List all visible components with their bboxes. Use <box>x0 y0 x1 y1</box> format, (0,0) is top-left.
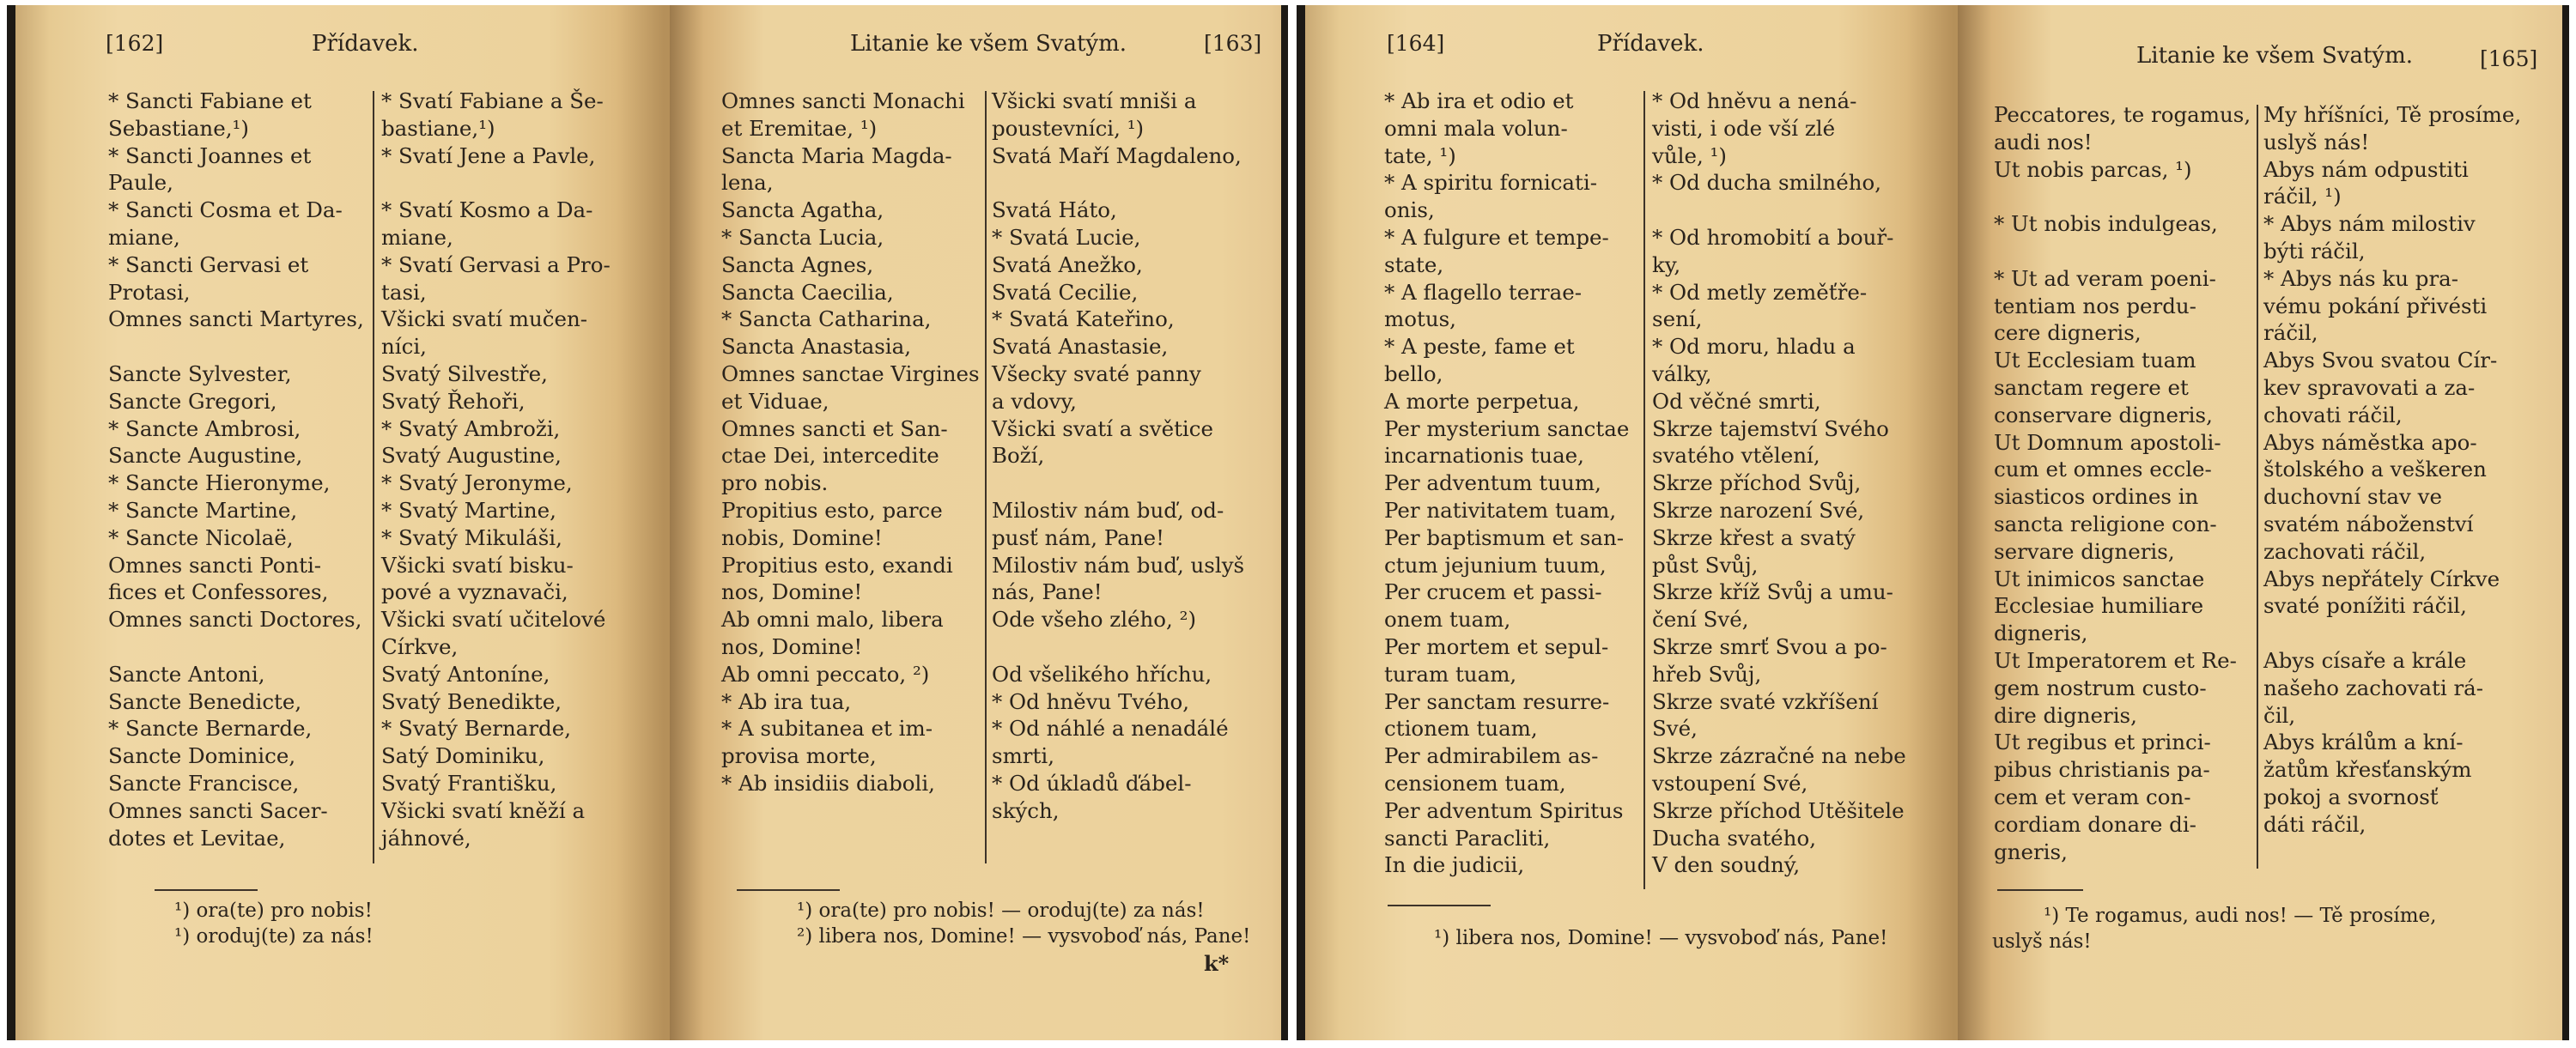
czech-line: Všicki svatí kněží a <box>381 797 586 823</box>
latin-line: Omnes sancti Sacer- <box>108 797 328 823</box>
czech-line: visti, i ode vší zlé <box>1652 115 1836 141</box>
latin-line: Sancte Sylvester, <box>108 360 292 386</box>
czech-line: Abys nepřátely Církve <box>2263 566 2500 591</box>
czech-line: Všicki svatí mniši a <box>992 88 1197 113</box>
latin-line: * Sancti Gervasi et <box>108 251 309 277</box>
czech-line: Skrze kříž Svůj a umu- <box>1652 579 1893 605</box>
footnote-1: ¹) ora(te) pro nobis! — oroduj(te) za nás! <box>797 900 1205 922</box>
czech-line: Skrze smrť Svou a po- <box>1652 633 1887 659</box>
czech-line: bastiane,¹) <box>381 115 495 141</box>
czech-line: vému pokání přivésti <box>2263 293 2488 318</box>
latin-line: Sebastiane,¹) <box>108 115 249 141</box>
czech-line: * Svatý Bernarde, <box>381 716 572 742</box>
czech-line: Všecky svaté panny <box>992 360 1201 386</box>
page-number: [165] <box>2480 46 2538 71</box>
czech-line: zachovati ráčil, <box>2263 538 2427 564</box>
latin-line: pibus christianis pa- <box>1994 757 2210 783</box>
footnote-2: uslyš nás! <box>1992 930 2092 953</box>
latin-line: cum et omnes eccle- <box>1994 457 2212 482</box>
czech-line: vůle, ¹) <box>1652 142 1727 168</box>
czech-line <box>2263 839 2538 866</box>
footnote-rule <box>1997 889 2083 891</box>
latin-line: sancti Paracliti, <box>1384 825 1551 851</box>
czech-line: Skrze tajemství Svého <box>1652 415 1889 441</box>
czech-line: Skrze svaté vzkříšení <box>1652 688 1879 714</box>
latin-line: * Sancte Bernarde, <box>108 716 313 742</box>
czech-line: Všicki svatí bisku- <box>381 552 574 578</box>
latin-line: * A spiritu fornicati- <box>1384 170 1598 196</box>
latin-line: provisa morte, <box>721 743 877 769</box>
czech-line: * Svatá Kateřino, <box>992 306 1175 332</box>
latin-line: et Viduae, <box>721 388 829 414</box>
column-divider <box>1643 91 1645 889</box>
signature-mark: k* <box>1204 951 1230 976</box>
latin-line: Propitius esto, parce <box>721 497 943 523</box>
latin-line: Propitius esto, exandi <box>721 552 953 578</box>
czech-line: ráčil, ¹) <box>2263 184 2342 209</box>
latin-line: Ab omni peccato, ²) <box>721 661 930 687</box>
latin-line: Per mysterium sanctae <box>1384 415 1630 441</box>
running-head: Přídavek. <box>312 31 419 57</box>
latin-line: nobis, Domine! <box>721 524 883 550</box>
footnote-2: ¹) oroduj(te) za nás! <box>174 925 374 948</box>
czech-line: ských, <box>992 797 1060 823</box>
latin-line <box>1994 238 2251 265</box>
czech-line: ráčil, <box>2263 320 2318 346</box>
latin-line: Sancte Gregori, <box>108 388 277 414</box>
latin-line: Sancte Dominice, <box>108 743 296 769</box>
latin-line: Sancte Benedicte, <box>108 688 302 714</box>
latin-line: Per nativitatem tuam, <box>1384 497 1617 523</box>
latin-line: conservare digneris, <box>1994 402 2213 427</box>
latin-line: siasticos ordines in <box>1994 484 2199 510</box>
latin-line: * A peste, fame et <box>1384 334 1575 360</box>
latin-line: onem tuam, <box>1384 607 1511 633</box>
czech-line: tasi, <box>381 279 427 305</box>
czech-line <box>992 169 1258 197</box>
latin-line: * A flagello terrae- <box>1384 279 1583 305</box>
czech-line: Svatá Anežko, <box>992 251 1143 277</box>
latin-line: Sancte Francisce, <box>108 770 300 796</box>
czech-line: vstoupení Své, <box>1652 770 1808 796</box>
footnote-1: ¹) Te rogamus, audi nos! — Tě prosíme, <box>2044 905 2437 927</box>
czech-line: Ducha svatého, <box>1652 825 1816 851</box>
latin-column <box>721 88 979 797</box>
czech-line: * Svatí Fabiane a Še- <box>381 88 604 113</box>
czech-line: Skrze příchod Utěšitele <box>1652 797 1905 823</box>
latin-line: * A subitanea et im- <box>721 716 933 742</box>
latin-line: lena, <box>721 170 774 196</box>
czech-line: Svatý Řehoři, <box>381 388 526 414</box>
czech-line: svatého vtělení, <box>1652 443 1820 469</box>
czech-line: níci, <box>381 334 427 360</box>
footnote-1: ¹) ora(te) pro nobis! <box>174 900 373 922</box>
column-divider <box>373 91 374 863</box>
czech-line <box>992 469 1258 497</box>
page-164 <box>1305 5 1958 1040</box>
latin-line: gem nostrum custo- <box>1994 675 2207 700</box>
latin-line: dotes et Levitae, <box>108 825 286 851</box>
czech-line: Abys císaře a krále <box>2263 647 2467 673</box>
book-spread-2 <box>1297 5 2569 1040</box>
latin-line: Peccatores, te rogamus, <box>1994 102 2251 127</box>
latin-line: cordiam donare di- <box>1994 811 2196 837</box>
czech-line: * Svatí Kosmo a Da- <box>381 197 593 223</box>
czech-line: Svatá Maří Magdaleno, <box>992 142 1242 168</box>
page-number: [163] <box>1204 31 1262 56</box>
czech-line: Ode všeho zlého, ²) <box>992 607 1197 633</box>
latin-line: Ut inimicos sanctae <box>1994 566 2205 591</box>
running-head: Litanie ke všem Svatým. <box>2136 43 2414 69</box>
latin-line: * Ut nobis indulgeas, <box>1994 211 2218 237</box>
latin-line: sanctam regere et <box>1994 374 2189 400</box>
page-165 <box>1958 5 2562 1040</box>
czech-line: pusť nám, Pane! <box>992 524 1164 550</box>
latin-line: Ut Imperatorem et Re- <box>1994 647 2237 673</box>
czech-line: * Od náhlé a nenadálé <box>992 716 1229 742</box>
column-divider <box>2257 105 2258 869</box>
footnote-rule <box>737 889 840 891</box>
czech-column <box>2263 101 2538 865</box>
latin-line: Per admirabilem as- <box>1384 743 1599 769</box>
latin-line: Omnes sancti et San- <box>721 415 948 441</box>
czech-line: a vdovy, <box>992 388 1077 414</box>
czech-line <box>992 633 1258 661</box>
czech-line: svatém náboženství <box>2263 511 2474 536</box>
latin-line: cere digneris, <box>1994 320 2142 346</box>
latin-line: * Sancti Cosma et Da- <box>108 197 343 223</box>
czech-line: Všicki svatí a světice <box>992 415 1213 441</box>
czech-line: Svatý Benedikte, <box>381 688 562 714</box>
czech-line: Svatý Františku, <box>381 770 557 796</box>
czech-line: * Svatý Jeronyme, <box>381 470 573 496</box>
czech-line: býti ráčil, <box>2263 238 2366 264</box>
czech-line: Všicki svatí učitelové <box>381 607 606 633</box>
footnote-rule <box>155 889 258 891</box>
czech-line: Svatý Augustine, <box>381 443 562 469</box>
czech-line: žatům křesťanským <box>2263 757 2472 783</box>
latin-line: Per sanctam resurre- <box>1384 688 1610 714</box>
czech-line: Církve, <box>381 633 459 659</box>
latin-line: bello, <box>1384 360 1443 386</box>
czech-line: * Abys nás ku pra- <box>2263 265 2459 291</box>
czech-column <box>1652 88 1935 879</box>
czech-line: čení Své, <box>1652 607 1749 633</box>
latin-line: Ut Ecclesiam tuam <box>1994 348 2196 373</box>
latin-line: * Sancte Hieronyme, <box>108 470 331 496</box>
latin-line: Ut regibus et princi- <box>1994 730 2211 755</box>
czech-line: Abys nám odpustiti <box>2263 156 2469 182</box>
latin-column <box>1384 88 1637 879</box>
czech-line <box>1652 197 1935 224</box>
latin-line: Sancta Caecilia, <box>721 279 894 305</box>
czech-line: miane, <box>381 224 453 250</box>
czech-line: * Od hněvu a nená- <box>1652 88 1857 113</box>
czech-line: pokoj a svornosť <box>2263 784 2439 809</box>
czech-line: hřeb Svůj, <box>1652 661 1762 687</box>
czech-line: * Od metly zeměťře- <box>1652 279 1868 305</box>
latin-line: state, <box>1384 251 1444 277</box>
czech-column <box>992 88 1258 825</box>
latin-line: Sancte Augustine, <box>108 443 303 469</box>
latin-line: dire digneris, <box>1994 702 2137 728</box>
footnote-1: ¹) libera nos, Domine! — vysvoboď nás, Pane! <box>1434 927 1888 949</box>
czech-line: půst Svůj, <box>1652 552 1759 578</box>
latin-line: et Eremitae, ¹) <box>721 115 878 141</box>
czech-line: My hříšníci, Tě prosíme, <box>2263 102 2522 127</box>
czech-line: V den soudný, <box>1652 852 1801 878</box>
czech-line: Milostiv nám buď, od- <box>992 497 1224 523</box>
latin-line: audi nos! <box>1994 129 2093 154</box>
czech-line: smrti, <box>992 743 1054 769</box>
latin-line: Omnes sancti Doctores, <box>108 607 362 633</box>
latin-line: nos, Domine! <box>721 633 863 659</box>
page-number: [164] <box>1387 31 1445 56</box>
czech-line: štolského a veškeren <box>2263 457 2487 482</box>
czech-line: chovati ráčil, <box>2263 402 2403 427</box>
czech-line: Skrze křest a svatý <box>1652 524 1856 550</box>
czech-line: svaté ponížiti ráčil, <box>2263 593 2467 619</box>
czech-line: kev spravovati a za- <box>2263 374 2476 400</box>
latin-line <box>108 333 366 360</box>
latin-line: digneris, <box>1994 621 2088 646</box>
latin-line: * Sancta Lucia, <box>721 224 884 250</box>
latin-line: Paule, <box>108 170 173 196</box>
czech-line: Od věčné smrti, <box>1652 388 1821 414</box>
column-divider <box>985 91 987 863</box>
latin-line: censionem tuam, <box>1384 770 1566 796</box>
latin-line: miane, <box>108 224 180 250</box>
czech-line: poustevníci, ¹) <box>992 115 1145 141</box>
latin-line: Ecclesiae humiliare <box>1994 593 2204 619</box>
czech-line: čil, <box>2263 702 2296 728</box>
latin-line: * Sancti Joannes et <box>108 142 312 168</box>
czech-line: * Svatý Ambroži, <box>381 415 561 441</box>
czech-line: Abys králům a kní- <box>2263 730 2464 755</box>
czech-line: * Od hromobití a bouř- <box>1652 224 1894 250</box>
latin-line: Sancta Anastasia, <box>721 334 912 360</box>
czech-line: Všicki svatí mučen- <box>381 306 588 332</box>
czech-line: * Od moru, hladu a <box>1652 334 1856 360</box>
czech-line: Skrze příchod Svůj, <box>1652 470 1862 496</box>
czech-line: Milostiv nám buď, uslyš <box>992 552 1245 578</box>
latin-line: Per baptismum et san- <box>1384 524 1625 550</box>
czech-line: * Svatá Lucie, <box>992 224 1141 250</box>
czech-line: * Svatý Mikuláši, <box>381 524 562 550</box>
footnote-2: ²) libera nos, Domine! — vysvoboď nás, Pane! <box>797 925 1251 948</box>
czech-line: * Svatý Martine, <box>381 497 556 523</box>
czech-line: Svatá Anastasie, <box>992 334 1169 360</box>
latin-line: A morte perpetua, <box>1384 388 1580 414</box>
czech-line: * Svatí Gervasi a Pro- <box>381 251 611 277</box>
latin-line: * Sancte Martine, <box>108 497 298 523</box>
czech-line: Abys Svou svatou Cír- <box>2263 348 2498 373</box>
czech-line: našeho zachovati rá- <box>2263 675 2484 700</box>
latin-line: In die judicii, <box>1384 852 1525 878</box>
latin-line: * Sancte Ambrosi, <box>108 415 301 441</box>
latin-line: * Sancti Fabiane et <box>108 88 312 113</box>
latin-line: Ab omni malo, libera <box>721 607 944 633</box>
latin-line: Omnes sanctae Virgines <box>721 360 980 386</box>
czech-line: duchovní stav ve <box>2263 484 2442 510</box>
latin-line: cem et veram con- <box>1994 784 2191 809</box>
czech-line: Svatý Antoníne, <box>381 661 550 687</box>
latin-line: tate, ¹) <box>1384 142 1456 168</box>
latin-line: turam tuam, <box>1384 661 1517 687</box>
footnote-rule <box>1388 905 1491 906</box>
latin-line: sancta religione con- <box>1994 511 2217 536</box>
czech-line: * Od ducha smilného, <box>1652 170 1882 196</box>
page-163 <box>670 5 1281 1040</box>
czech-line: Skrze zázračné na nebe <box>1652 743 1906 769</box>
latin-line: pro nobis. <box>721 470 829 496</box>
czech-line: Skrze narození Své, <box>1652 497 1865 523</box>
czech-line: války, <box>1652 360 1712 386</box>
latin-line: Per adventum tuum, <box>1384 470 1601 496</box>
latin-line: ctionem tuam, <box>1384 716 1538 742</box>
latin-line: Per crucem et passi- <box>1384 579 1602 605</box>
czech-line: nás, Pane! <box>992 579 1103 605</box>
running-head: Přídavek. <box>1597 31 1704 57</box>
czech-line: jáhnové, <box>381 825 471 851</box>
czech-line: Satý Dominiku, <box>381 743 545 769</box>
latin-line: nos, Domine! <box>721 579 863 605</box>
czech-line: Abys náměstka apo- <box>2263 429 2477 455</box>
latin-line: Per adventum Spiritus <box>1384 797 1624 823</box>
czech-line: Boží, <box>992 443 1045 469</box>
latin-line: * Ab insidiis diaboli, <box>721 770 935 796</box>
czech-column <box>381 88 656 851</box>
czech-line: Svatá Cecilie, <box>992 279 1139 305</box>
czech-line: * Svatí Jene a Pavle, <box>381 142 596 168</box>
latin-line: tentiam nos perdu- <box>1994 293 2196 318</box>
latin-line: Per mortem et sepul- <box>1384 633 1609 659</box>
latin-line: gneris, <box>1994 839 2068 864</box>
czech-line: * Abys nám milostiv <box>2263 211 2476 237</box>
latin-line: Sancta Agatha, <box>721 197 884 223</box>
latin-line: * Ab ira tua, <box>721 688 852 714</box>
latin-line: Ut nobis parcas, ¹) <box>1994 156 2192 182</box>
latin-line: Omnes sancti Monachi <box>721 88 965 113</box>
latin-line: onis, <box>1384 197 1435 223</box>
latin-line: * Sancte Nicolaë, <box>108 524 294 550</box>
czech-line <box>2263 620 2538 647</box>
czech-line: dáti ráčil, <box>2263 811 2366 837</box>
latin-line: ctae Dei, intercedite <box>721 443 939 469</box>
czech-line: Svatá Háto, <box>992 197 1117 223</box>
czech-line: Své, <box>1652 716 1698 742</box>
czech-line: Svatý Silvestře, <box>381 360 548 386</box>
latin-line: * Sancta Catharina, <box>721 306 932 332</box>
latin-line: Omnes sancti Ponti- <box>108 552 322 578</box>
czech-line: uslyš nás! <box>2263 129 2370 154</box>
czech-line: * Od úkladů ďábel- <box>992 770 1192 796</box>
page-162 <box>15 5 670 1040</box>
book-spread-1 <box>7 5 1288 1040</box>
czech-line: * Od hněvu Tvého, <box>992 688 1190 714</box>
latin-line: Sancte Antoni, <box>108 661 265 687</box>
running-head: Litanie ke všem Svatým. <box>850 31 1127 57</box>
latin-line: Sancta Maria Magda- <box>721 142 952 168</box>
latin-line: * Ab ira et odio et <box>1384 88 1574 113</box>
czech-line: ky, <box>1652 251 1681 277</box>
latin-line: omni mala volun- <box>1384 115 1568 141</box>
latin-line: * Ut ad veram poeni- <box>1994 265 2216 291</box>
czech-line: Od všelikého hříchu, <box>992 661 1212 687</box>
latin-line: incarnationis tuae, <box>1384 443 1584 469</box>
latin-line: Ut Domnum apostoli- <box>1994 429 2221 455</box>
czech-line <box>381 169 656 197</box>
latin-line: motus, <box>1384 306 1456 332</box>
latin-column <box>108 88 366 851</box>
latin-line <box>1994 183 2251 210</box>
latin-line <box>108 633 366 661</box>
latin-line: * A fulgure et tempe- <box>1384 224 1609 250</box>
latin-column <box>1994 101 2251 865</box>
latin-line: Omnes sancti Martyres, <box>108 306 364 332</box>
latin-line: Sancta Agnes, <box>721 251 874 277</box>
latin-line: ctum jejunium tuum, <box>1384 552 1607 578</box>
latin-line: servare digneris, <box>1994 538 2175 564</box>
czech-line: sení, <box>1652 306 1703 332</box>
latin-line: fices et Confessores, <box>108 579 329 605</box>
page-number: [162] <box>106 31 164 56</box>
czech-line: pové a vyznavači, <box>381 579 568 605</box>
latin-line: Protasi, <box>108 279 191 305</box>
